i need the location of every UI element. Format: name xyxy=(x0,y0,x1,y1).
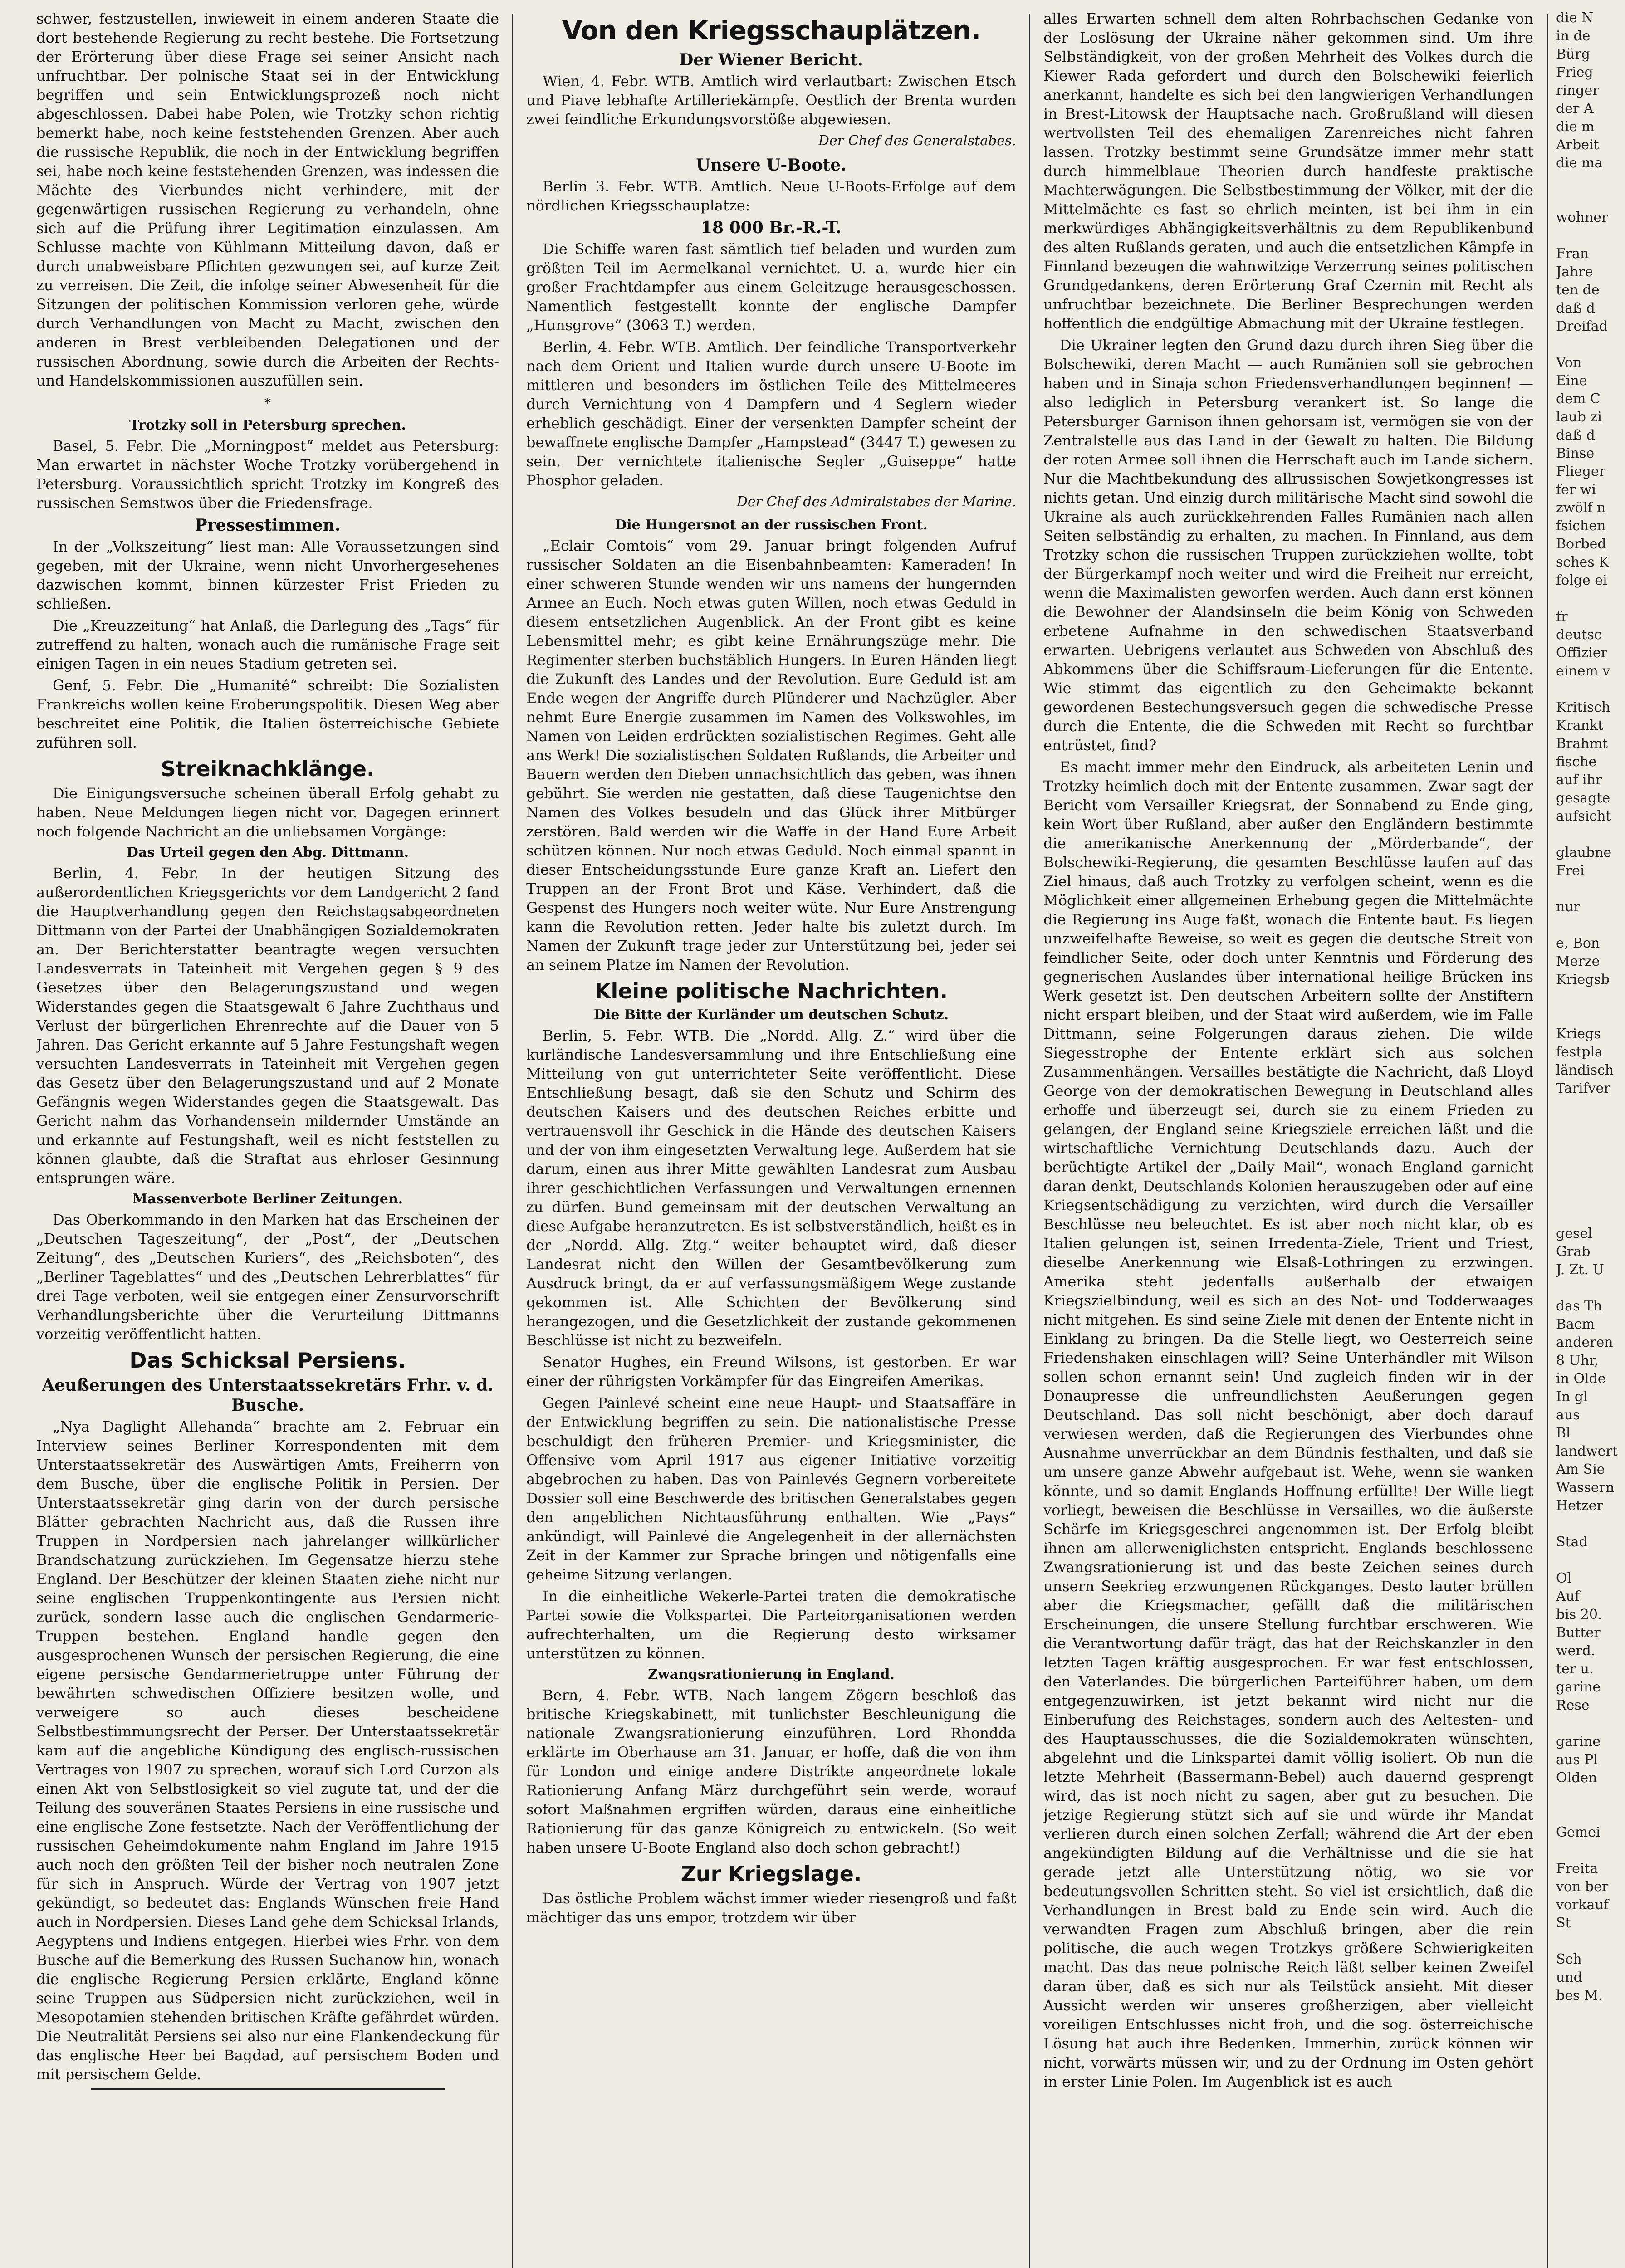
fragment-line xyxy=(1556,1170,1625,1188)
column-2 xyxy=(526,9,1016,2268)
fragment-line xyxy=(1556,227,1625,245)
fragment-line: in Olde xyxy=(1556,1371,1606,1387)
fragment-line: sches K xyxy=(1556,554,1609,570)
fragment-line: Bl xyxy=(1556,1425,1571,1441)
fragment-line: Kriegsb xyxy=(1556,972,1610,987)
fragment-line xyxy=(1556,191,1625,209)
fragment-line: Sch xyxy=(1556,1951,1582,1967)
fragment-line: anderen xyxy=(1556,1334,1613,1350)
fragment-line: Bürg xyxy=(1556,46,1590,62)
fragment-line: Dreifad xyxy=(1556,318,1608,334)
headline-streiknachklaenge: Streiknachklänge. xyxy=(161,757,375,781)
fragment-line: daß d xyxy=(1556,427,1595,443)
fragment-line: folge ei xyxy=(1556,572,1607,588)
fragment-line: Tarifver xyxy=(1556,1080,1610,1096)
fragment-line: aus xyxy=(1556,1407,1580,1423)
fragment-line: gesel xyxy=(1556,1226,1592,1242)
paragraph-presse-1: In der „Volkszeitung“ liest man: Alle Voraussetzungen sind gegeben, mit der Ukraine, wenn nicht Unvorhergesehenes dazwischen kommt, binnen kürzester Frist Frieden zu schließen. xyxy=(36,538,499,612)
paragraph-streik: Die Einigungsversuche scheinen überall Erfolg gehabt zu haben. Neue Meldungen liegen nicht vor. Dagegen erinnert noch folgende Nachricht an die unliebsamen Vorgänge: xyxy=(36,785,499,840)
fragment-line xyxy=(1556,826,1625,844)
headline-urteil: Das Urteil gegen den Abg. Dittmann. xyxy=(126,845,409,860)
fragment-line: bes M. xyxy=(1556,1988,1603,2004)
fragment-line xyxy=(1556,336,1625,354)
fragment-line xyxy=(1556,1007,1625,1025)
fragment-line: einem v xyxy=(1556,663,1610,679)
headline-kriegslage: Zur Kriegslage. xyxy=(680,1862,862,1886)
fragment-line: Olden xyxy=(1556,1770,1597,1786)
fragment-line: ländisch xyxy=(1556,1062,1614,1078)
fragment-line: Borbed xyxy=(1556,536,1606,552)
fragment-line: Freita xyxy=(1556,1861,1598,1877)
fragment-line: e, Bon xyxy=(1556,935,1600,951)
fragment-line xyxy=(1556,590,1625,608)
fragment-line: Grab xyxy=(1556,1244,1591,1260)
fragment-line: der A xyxy=(1556,101,1594,117)
fragment-line: Gemei xyxy=(1556,1824,1601,1840)
fragment-line: Arbeit xyxy=(1556,137,1599,153)
fragment-line: landwert xyxy=(1556,1443,1618,1459)
fragment-line: garine xyxy=(1556,1679,1601,1695)
fragment-line xyxy=(1556,1805,1625,1823)
column-rule-1 xyxy=(512,14,513,2268)
headline-trotzky: Trotzky soll in Petersburg sprechen. xyxy=(129,417,406,433)
paragraph-uboote-1: Berlin 3. Febr. WTB. Amtlich. Neue U-Boots-Erfolge auf dem nördlichen Kriegsschauplatze: xyxy=(526,178,1016,214)
fragment-line: fsichen xyxy=(1556,518,1606,534)
column-rule-3 xyxy=(1547,14,1548,2268)
fragment-line xyxy=(1556,1098,1625,1116)
fragment-line: St xyxy=(1556,1915,1571,1931)
fragment-line: Frei xyxy=(1556,863,1585,879)
fragment-line: Krankt xyxy=(1556,718,1604,733)
fragment-line: aus Pl xyxy=(1556,1752,1598,1768)
headline-persien: Das Schicksal Persiens. xyxy=(129,1348,406,1373)
fragment-line xyxy=(1556,1787,1625,1805)
headline-hungersnot: Die Hungersnot an der russischen Front. xyxy=(615,517,928,533)
fragment-line: auf ihr xyxy=(1556,772,1602,788)
fragment-line: ten de xyxy=(1556,282,1600,298)
column-rule-2 xyxy=(1029,14,1030,2268)
article-wekerle: In die einheitliche Wekerle-Partei traten die demokratische Partei sowie die Volkspartei. Die Parteiorganisationen werden aufrechterhalten, um die Regierung desto wirksamer unterstützen zu können. xyxy=(526,1588,1016,1662)
fragment-line: vorkauf xyxy=(1556,1897,1609,1913)
end-rule xyxy=(91,2088,445,2090)
fragment-line: Butter xyxy=(1556,1625,1601,1641)
headline-wiener-bericht: Der Wiener Bericht. xyxy=(679,50,863,69)
column-4-fragments xyxy=(1556,9,1625,2268)
article-persien: „Nya Daglight Allehanda“ brachte am 2. Februar ein Interview seines Berliner Korrespondenten mit dem Unterstaatssekretär des Auswärtigen Amts, Freiherrn von dem Busche, über die englische Politik in Persien. Der Unterstaatssekretär ging darin von der durch persische Blätter gebrachten Nachricht aus, daß die Russen ihre Truppen in Nordpersien nach jahrelanger willkürlicher Brandschatzung zurückziehen. Im Gegensatze hierzu stehe England. Der Beschützer der kleinen Staaten ziehe nicht nur seine englischen Truppenkontingente aus Persien nicht zurück, sondern lasse auch die englischen Gendarmerie-Truppen bestehen. England handle gegen den ausgesprochenen Wunsch der persischen Regierung, die eine eigene persische Gendarmerietruppe unter Führung der bewährten schwedischen Offiziere besitzen wolle, und verweigere so auch dieses bescheidene Selbstbestimmungsrecht der Perser. Der Unterstaatssekretär kam auf die angebliche Kündigung des englisch-russischen Vertrages von 1907 zu sprechen, worauf sich Lord Curzon als einen Akt von Selbstlosigkeit so viel zugute tat, und der die Teilung des souveränen Staates Persiens in eine russische und eine englische Zone festsetzte. Nach der Veröffentlichung der russischen Geheimdokumente nahm England im Jahre 1915 auch noch den größten Teil der bisher noch neutralen Zone für sich in Anspruch. Würde der Vertrag von 1907 jetzt gekündigt, so bedeutet das: Englands Wünschen freie Hand auch in Nordpersien. Dieses Land gehe dem Schicksal Irlands, Aegyptens und Indiens entgegen. Hierbei wies Frhr. von dem Busche auf die Bemerkung des Russen Suchanow hin, wonach die englische Regierung Persien erklärte, England könne seine Truppen aus Südpersien nicht zurückziehen, weil in Mesopotamien stehenden britischen Kräfte gefährdet würden. Die Neutralität Persiens sei also nur eine Flankendeckung für das englische Heer bei Bagdad, auf persischem Boden und mit persischem Gelde. xyxy=(36,1418,499,2083)
fragment-line: Stad xyxy=(1556,1534,1588,1550)
paragraph-kriegslage-2: Die Ukrainer legten den Grund dazu durch ihren Sieg über die Bolschewiki, deren Macht — auch Rumänien soll sie gebrochen haben und in Sinaja schon Friedensverhandlungen beginnen! — also lediglich in Petersburg verankert ist. So lange die Petersburger Garnison ihnen gehorsam ist, vermögen sie von der Zentralstelle aus das Land in der Gewalt zu halten. Die Bildung der roten Armee soll ihnen die Herrschaft auch im Lande sichern. Nur die Machtbekundung des allrussischen Sowjetkongresses ist nichts getan. Und einzig durch militärische Macht sind sowohl die Ukraine als auch zurückkehrenden Falles Rumänien nach allen Seiten selbständig zu erhalten, zu machen. In Finnland, aus dem Trotzky schon die russischen Truppen zurückziehen wollte, tobt der Bürgerkampf noch weiter und wird die Freiheit nur erreicht, wenn die Maximalisten geworfen werden. Auch dann erst können die Bewohner der Alandsinseln die beim König von Schweden erbetene Aufnahme in den schwedischen Staatsverband erwarten. Uebrigens verlautet aus Schweden von Abschluß des Abkommens über die Schiffsraum-Lieferungen für die Entente. Wie stimmt das eigentlich zu den Geheimakte bekannt gewordenen Bestechungsversuch gegen die schwedische Presse durch die Entente, die die Schweden mit Recht so furchtbar entrüstet, find? xyxy=(1043,337,1533,754)
fragment-line: daß d xyxy=(1556,300,1595,316)
column-3 xyxy=(1043,9,1533,2268)
fragment-line: werd. xyxy=(1556,1643,1596,1659)
fragment-line: aufsicht xyxy=(1556,808,1611,824)
fragment-line xyxy=(1556,1932,1625,1950)
headline-pressestimmen: Pressestimmen. xyxy=(195,516,341,535)
headline-verbote: Massenverbote Berliner Zeitungen. xyxy=(132,1191,403,1207)
headline-kleine-nachrichten: Kleine politische Nachrichten. xyxy=(594,979,948,1003)
fragment-line: glaubne xyxy=(1556,845,1612,860)
article-urteil: Berlin, 4. Febr. In der heutigen Sitzung des außerordentlichen Kriegsgerichts vor dem Landgericht 2 fand die Hauptverhandlung gegen den Reichstagsabgeordneten Dittmann von der Partei der Unabhängigen Sozialdemokraten an. Der Berichterstatter beantragte wegen versuchten Landesverrats in Tateinheit mit Vergehen gegen § 9 des Gesetzes über den Belagerungszustand und wegen Widerstandes gegen die Staatsgewalt 6 Jahre Zuchthaus und Verlust der bürgerlichen Ehrenrechte auf die Dauer von 5 Jahren. Das Gericht erkannte auf 5 Jahre Festungshaft wegen versuchten Landesverrats in Tateinheit mit Vergehen gegen das Gesetz über den Belagerungszustand und auf 2 Monate Gefängnis wegen Widerstandes gegen die Staatsgewalt. Das Gericht nahm das Vorhandensein mildernder Umstände an und erkannte auf Festungshaft, weil es nicht feststellen zu können glaubte, daß die Straftat aus ehrloser Gesinnung entsprungen wäre. xyxy=(36,865,499,1187)
paragraph-kriegslage-3: Es macht immer mehr den Eindruck, als arbeiteten Lenin und Trotzky heimlich doch mit der Entente zusammen. Zwar sagt der Bericht vom Versailler Kriegsrat, der Sonnabend zu Ende ging, kein Wort über Rußland, aber außer den Engländern bestimmte die amerikanische Anerkennung der „Mörderbande“, der Bolschewiki-Regierung, die gesamten Beschlüsse laufen auf das Ziel hinaus, daß auch Trotzky zu verfolgen scheint, wenn es die Möglichkeit einer allgemeinen Erhebung gegen die Mittelmächte die Regierung ins Auge faßt, wonach die Entente baut. Es liegen unzweifelhafte Beweise, so weit es gegen die deutsche Streit von feindlicher Seite, oder doch unter Kenntnis und Förderung des gegnerischen Auslandes über international heilige Brücken ins Werk gesetzt ist. Den deutschen Arbeitern sollte der Anstiftern nicht erspart bleiben, und der Staat wird außerdem, wie im Falle Dittmann, seine Folgerungen daraus ziehen. Die wilde Siegesstrophe der Entente erklärt sich aus solchen Zusammenhängen. Versailles bestätigte die Nachricht, daß Lloyd George von der demokratischen Bewegung in Deutschland alles erhoffe und überzeugt sei, durch sie zu einem Frieden zu gelangen, der England seine Kriegsziele erreichen läßt und die wirtschaftliche Vernichtung Deutschlands dazu. Auch der berüchtigte Artikel der „Daily Mail“, wonach England garnicht daran denkt, Deutschlands Kolonien herauszugeben oder auf eine Kriegsentschädigung zu verzichten, wird durch die Versailler Beschlüsse neu beleuchtet. Es ist aber noch nicht klar, ob es Italien gelungen ist, seinen Irredenta-Ziele, Trient und Triest, dieselbe Anerkennung wie Elsaß-Lothringen zu erzwingen. Amerika steht jedenfalls außerhalb der etwaigen Kriegszielbindung, weil es sich an des Not- und Todderwaages nicht mitgehen. Es sind seine Ziele mit denen der Entente nicht in Einklang zu bringen. Da die Stelle liegt, wo Oesterreich seine Friedenshaken einschlagen will? Seine Unterhändler mit Wilson sollen schon ernannt sein! Und zugleich finden wir in der Donaupresse die unfreundlichsten Aeußerungen gegen Deutschland. Das soll nicht beschönigt, aber doch darauf verwiesen werden, daß die Regierungen des Vierbundes ohne Ausnahme unverrückbar an dem Bündnis festhalten, und daß sie um unsere ganze Abwehr aufgebaut ist. Wehe, wenn sie wanken könnte, und so damit Englands Hoffnung erfüllte! Der Wille liegt vorliegt, beweisen die Beschlüsse in Versailles, wo die äußerste Schärfe im Kriegsgeschrei angenommen ist. Der Erfolg bleibt ihnen am allerweniglichsten entspricht. Englands beschlossene Zwangsrationierung ist und das beste Zeichen seines durch unsern Seekrieg erzwungenen Rückganges. Desto lauter brüllen aber die Kriegsmacher, gefällt daß die militärischen Erscheinungen, die unsere Stellung furchtbar erschweren. Wie die Verantwortung dafür trägt, das hat der Reichskanzler in den letzten Tagen kräftig ausgesprochen. Er war fest entschlossen, den Vaterlandes. Die bürgerlichen Parteiführer haben, um dem entgegenzuwirken, ist jetzt bekannt wird nicht nur die Einberufung des Reichstages, sondern auch des Aeltesten- und des Hauptausschusses, die die Sozialdemokraten wünschten, abgelehnt und die Linkspartei damit völlig isoliert. Ob nun die letzte Mehrheit (Bassermann-Bebel) auch dauernd gesprengt wird, das ist noch nicht zu sagen, aber gut zu besuchen. Die jetzige Regierung stützt sich auf sie und würde ihr Mandat verlieren durch einen solchen Zerfall; während die Art der eben angekündigten Bildung auf die Verhältnisse und die sie hat gerade jetzt alle Unterstützung nötig, wo sie vor bedeutungsvollen Schritten steht. So viel ist ersichtlich, daß die Verhandlungen in Brest bald zu Ende sein wird. Auch die verwandten Fragen zum Abschluß bringen, aber die rein politische, die auch wegen Trotzkys größere Schwierigkeiten macht. Das das neue polnische Reich läßt selber keinen Zweifel daran über, daß es sich nur als Teilstück ansieht. Mit dieser Aussicht werden wir unseres großherzigen, aber vielleicht voreiligen Entschlusses nicht froh, und die sog. österreichische Lösung hat auch ihre Bedenken. Immerhin, zurück können wir nicht, vorwärts müssen wir, und zu der Ordnung im Osten gehört in erster Linie Polen. Im Augenblick ist es auch xyxy=(1043,758,1533,2090)
paragraph-presse-3: Genf, 5. Febr. Die „Humanité“ schreibt: Die Sozialisten Frankreichs wollen keine Eroberungspolitik. Diesen Weg aber beschreitet eine Politik, die Italien österreichische Gebiete zuführen soll. xyxy=(36,677,499,751)
fragment-line xyxy=(1556,1279,1625,1297)
headline-kurlaender: Die Bitte der Kurländer um deutschen Schutz. xyxy=(593,1007,949,1023)
fragment-line: Brahmt xyxy=(1556,736,1608,752)
article-painleve: Gegen Painlevé scheint eine neue Haupt- und Staatsaffäre in der Entwicklung begriffen zu sein. Die nationalistische Presse beschuldigt den früheren Premier- und Kriegsminister, die Offensive vom April 1917 aus eigener Initiative vorzeitig abgebrochen zu haben. Das von Painlevés Gegnern vorbereitete Dossier soll eine Beschwerde des britischen Generalstabes gegen den angeblichen Nichtausführung enthalten. Wie „Pays“ ankündigt, will Painlevé die Angelegenheit in der allernächsten Zeit in der Kammer zur Sprache bringen und nötigenfalls eine geheime Sitzung verlangen. xyxy=(526,1394,1016,1583)
fragment-line: Flieger xyxy=(1556,464,1606,479)
fragment-line: Kriegs xyxy=(1556,1026,1601,1042)
fragment-line xyxy=(1556,1842,1625,1860)
article-verbote: Das Oberkommando in den Marken hat das Erscheinen der „Deutschen Tageszeitung“, der „Post“, der „Deutschen Zeitung“, des „Deutschen Kuriers“, des „Reichsboten“, des „Berliner Tageblattes“ und des „Deutschen Lehrerblattes“ für drei Tage verboten, weil sie entgegen einer Zensurvorschrift Verhandlungsberichte über die Verurteilung Dittmanns vorzeitig veröffentlicht hatten. xyxy=(36,1211,499,1343)
fragment-line: festpla xyxy=(1556,1044,1603,1060)
fragment-line: fr xyxy=(1556,609,1568,625)
subheadline-persien: Aeußerungen des Unterstaatssekretärs Frhr. v. d. Busche. xyxy=(42,1376,494,1415)
fragment-line: ter u. xyxy=(1556,1661,1594,1677)
fragment-line: die N xyxy=(1556,10,1594,26)
fragment-line xyxy=(1556,1715,1625,1733)
fragment-line: Offizier xyxy=(1556,645,1607,661)
fragment-line: die ma xyxy=(1556,155,1603,171)
headline-kriegsschauplaetze: Von den Kriegsschauplätzen. xyxy=(562,15,981,46)
fragment-line xyxy=(1556,172,1625,191)
fragment-line: Hetzer xyxy=(1556,1498,1603,1514)
fragment-line: die m xyxy=(1556,119,1595,135)
fragment-line: ringer xyxy=(1556,83,1599,98)
paragraph-uboote-3: Berlin, 4. Febr. WTB. Amtlich. Der feindliche Transportverkehr nach dem Orient und Italien wurde durch unsere U-Boote im mittleren und besonders im östlichen Teile des Mittelmeeres durch Vernichtung von 4 Dampfern und 4 Seglern wieder erheblich geschädigt. Einer der versenkten Dampfer scheint der bewaffnete englische Dampfer „Hampstead“ (3447 T.) gewesen zu sein. Der vernichtete italienische Segler „Guiseppe“ hatte Phosphor geladen. xyxy=(526,338,1016,489)
article-trotzky: Basel, 5. Febr. Die „Morningpost“ meldet aus Petersburg: Man erwartet in nächster Woche Trotzky vorübergehend in Petersburg. Voraussichtlich spricht Trotzky im Kongreß des russischen Semstwos über die Friedensfrage. xyxy=(36,437,499,512)
fragment-line: Am Sie xyxy=(1556,1461,1605,1477)
fragment-line: Kritisch xyxy=(1556,699,1610,715)
fragment-line: Fran xyxy=(1556,246,1589,262)
fragment-line: In gl xyxy=(1556,1389,1588,1405)
fragment-line: von ber xyxy=(1556,1879,1609,1895)
fragment-line: nur xyxy=(1556,899,1580,915)
fragment-line: Auf xyxy=(1556,1589,1580,1604)
fragment-line xyxy=(1556,680,1625,699)
fragment-line xyxy=(1556,916,1625,934)
fragment-line: laub zi xyxy=(1556,409,1602,425)
fragment-line xyxy=(1556,989,1625,1007)
fragment-line: gesagte xyxy=(1556,790,1610,806)
fragment-line: 8 Uhr, xyxy=(1556,1353,1599,1369)
fragment-line: Jahre xyxy=(1556,264,1593,280)
fragment-line: Merze xyxy=(1556,953,1600,969)
article-intro: schwer, festzustellen, inwieweit in einem anderen Staate die dort bestehende Regierung zu recht bestehe. Die Fortsetzung der Erörterung über diese Frage sei seiner Ansicht nach unfruchtbar. Der polnische Staat sei in der Entwicklung begriffen und sein Entwicklungsprozeß noch nicht abgeschlossen. Dabei habe Polen, wie Trotzky schon richtig bemerkt habe, noch keine feststehenden Grenzen. Aber auch die russische Republik, die noch in der Entwicklung begriffen sei, habe noch keine feststehenden Grenzen, was indessen die Mächte des Vierbundes nicht verhindere, mit der gegenwärtigen russischen Regierung zu verhandeln, ohne sich auf die Prüfung ihrer Legitimation einzulassen. Am Schlusse machte von Kühlmann Mitteilung davon, daß er durch unabweisbare Pflichten gezwungen sei, auf kurze Zeit zu verreisen. Die Zeit, die infolge seiner Abwesenheit für die Sitzungen der politischen Kommission verloren gehe, würde durch Verhandlungen von Macht zu Macht, zwischen den anderen in Brest verbleibenden Delegationen und der russischen Abordnung, sowie durch die Arbeiten der Rechts- und Handelskommissionen auszufüllen sein. xyxy=(36,10,499,389)
fragment-line xyxy=(1556,1551,1625,1569)
tonnage-figure: 18 000 Br.-R.-T. xyxy=(701,218,842,237)
paragraph-presse-2: Die „Kreuzzeitung“ hat Anlaß, die Darlegung des „Tags“ für zutreffend zu halten, wonach auch die rumänische Frage seit einigen Tagen in ein neues Stadium getreten sei. xyxy=(36,617,499,672)
fragment-line: und xyxy=(1556,1970,1582,1985)
fragment-line xyxy=(1556,1188,1625,1207)
fragment-line xyxy=(1556,1116,1625,1134)
paragraph-uboote-2: Die Schiffe waren fast sämtlich tief beladen und wurden zum größten Teil im Aermelkanal vernichtet. U. a. wurde hier ein großer Frachtdampfer aus einem Geleitzuge herausgeschossen. Namentlich festgestellt konnte der englische Dampfer „Hunsgrove“ (3063 T.) werden. xyxy=(526,240,1016,334)
column-1 xyxy=(36,9,499,2268)
fragment-line: dem C xyxy=(1556,391,1601,407)
fragment-line: wohner xyxy=(1556,210,1608,225)
fragment-line: Eine xyxy=(1556,373,1587,389)
fragment-line xyxy=(1556,880,1625,898)
fragment-line: Rese xyxy=(1556,1697,1590,1713)
headline-zwangsrationierung: Zwangsrationierung in England. xyxy=(648,1667,895,1682)
fragment-line xyxy=(1556,1134,1625,1152)
separator-star: * xyxy=(264,396,271,411)
fragment-line: das Th xyxy=(1556,1298,1602,1314)
article-hungersnot: „Eclair Comtois“ vom 29. Januar bringt folgenden Aufruf russischer Soldaten an die Eisenbahnbeamten: Kameraden! In einer schweren Stunde wenden wir uns namens der hungernden Armee an Euch. Noch etwas guten Willen, noch etwas Geduld in diesem entsetzlichen Augenblick. An der Front gibt es keine Lebensmittel mehr; es gibt keine Ernährungszüge mehr. Die Regimenter sterben buchstäblich Hungers. In Euren Händen liegt die Zukunft des Landes und der Revolution. Eure Geduld ist am Ende wegen der Angriffe durch Plünderer und Nachzügler. Aber nehmt Eure Energie zusammen im Namen des Volkswohles, im Namen von Leiden erdrückten sozialistischen Regimes. Geht alle ans Werk! Die sozialistischen Soldaten Rußlands, die Arbeiter und Bauern werden den Dieben unnachsichtlich das geben, was ihnen gebührt. Sie werden nie gestatten, daß diese Taugenichtse den Namen des Volkes besudeln und das Glück ihrer Mitbürger zerstören. Bald werden wir die Waffe in der Hand Eure Arbeit schützen können. Nur noch etwas Geduld. Noch einmal spannt in dieser Entscheidungsstunde Eure ganze Kraft an. Liefert den Truppen an der Front Brot und Käse. Verhindert, daß die Gespenst des Hungers noch weiter wüte. Nur Eure Anstrengung kann die Revolution retten. Jeder halte bis zuletzt durch. Im Namen der Zukunft trage jeder zur Unterstützung bei, jeder sei an seinem Platze im Namen der Revolution. xyxy=(526,537,1016,973)
fragment-line: Wassern xyxy=(1556,1480,1615,1496)
fragment-line xyxy=(1556,1207,1625,1225)
fragment-line: Bacm xyxy=(1556,1316,1595,1332)
paragraph-kriegslage-1: alles Erwarten schnell dem alten Rohrbachschen Gedanke von der Loslösung der Ukraine näher gekommen sind. Um ihre Selbständigkeit, von der großen Mehrheit des Volkes durch die Kiewer Rada gefordert und durch den Bolschewiki feierlich anerkannt, handelte es sich bei den langwierigen Verhandlungen in Brest-Litowsk der Hauptsache nach. Großrußland will diesen wertvollsten Teil des ehemaligen Zarenreiches nicht fahren lassen. Trotzky bestimmt seine Grundsätze immer mehr statt durch himmelblaue Theorien durch handfeste praktische Machterwägungen. Die Selbstbestimmung der Völker, mit der die Mittelmächte es fast so ehrlich meinten, ist bei ihm in ein merkwürdiges Abhängigkeitsverhältnis zu dem Republikenbund des alten Rußlands geraten, und auch die entsetzlichen Kämpfe in Finnland bezeugen die wahnwitzige Verzerrung seines politischen Grundgedankens, deren Erörterung Graf Czernin mit Recht als unfruchtbar bezeichnete. Die Berliner Besprechungen werden hoffentlich die endgültige Abmachung mit der Ukraine festlegen. xyxy=(1043,10,1533,332)
fragment-line: fische xyxy=(1556,754,1597,770)
fragment-line xyxy=(1556,1515,1625,1533)
signature-generalstab: Der Chef des Generalstabes. xyxy=(818,133,1016,149)
fragment-line: deutsc xyxy=(1556,627,1602,643)
fragment-line: Ol xyxy=(1556,1570,1572,1586)
fragment-line: bis 20. xyxy=(1556,1607,1602,1623)
fragment-line: Frieg xyxy=(1556,64,1593,80)
fragment-line: Von xyxy=(1556,355,1582,371)
fragment-line: in de xyxy=(1556,28,1591,44)
article-zwangsrationierung: Bern, 4. Febr. WTB. Nach langem Zögern beschloß das britische Kriegskabinett, mit tunlichster Beschleunigung die nationale Zwangsrationierung einzuführen. Lord Rhondda erklärte im Oberhause am 31. Januar, er hoffe, daß die von ihm für London und einige andere Distrikte angeordnete lokale Rationierung Anfang März durchgeführt sein werde, worauf sofort Maßnahmen ergriffen würden, daraus eine einheitliche Rationierung für das ganze Königreich zu entwickeln. (So weit haben unsere U-Boote England also doch schon gebracht!) xyxy=(526,1686,1016,1856)
article-kurlaender: Berlin, 5. Febr. WTB. Die „Nordd. Allg. Z.“ wird über die kurländische Landesversammlung und ihre Entschließung eine Mitteilung von gut unterrichteter Seite veröffentlicht. Diese Entschließung besagt, daß sie den Schutz und Schirm des deutschen Kaisers und des deutschen Reiches erbitte und vertrauensvoll ihr Geschick in die Hände des deutschen Kaisers und der von ihm eingesetzten Verwaltung lege. Außerdem hat sie darum, einen aus ihrer Mitte gewählten Landesrat zum Ausbau ihrer geschichtlichen Verfassungen und Verwaltungen ernennen zu dürfen. Bund gemeinsam mit der deutschen Verwaltung an diese Aufgabe heranzutreten. Es ist selbstverständlich, heißt es in der „Nordd. Allg. Ztg.“ weiter behauptet wird, daß dieser Landesrat nicht den Willen der Gesamtbevölkerung zum Ausdruck bringt, da er auf verfassungsmäßigem Wege zustande gekommen ist. Alle Schichten der Bevölkerung sind herangezogen, und die Gesetzlichkeit der zustande gekommenen Beschlüsse ist nicht zu bezweifeln. xyxy=(526,1027,1016,1349)
fragment-line xyxy=(1556,1152,1625,1170)
fragment-line: Binse xyxy=(1556,445,1595,461)
fragment-line: fer wi xyxy=(1556,482,1596,498)
article-wien: Wien, 4. Febr. WTB. Amtlich wird verlautbart: Zwischen Etsch und Piave lebhafte Artilleriekämpfe. Oestlich der Brenta wurden zwei feindliche Erkundungsvorstöße abgewiesen. xyxy=(526,73,1016,128)
fragment-line: zwölf n xyxy=(1556,500,1606,516)
signature-admiralstab: Der Chef des Admiralstabes der Marine. xyxy=(736,494,1016,510)
article-kriegslage: Das östliche Problem wächst immer wieder riesengroß und faßt mächtiger das uns empor, trotzdem wir über xyxy=(526,1890,1016,1926)
article-hughes: Senator Hughes, ein Freund Wilsons, ist gestorben. Er war einer der rührigsten Vorkämpfer für das Eingreifen Amerikas. xyxy=(526,1354,1016,1390)
fragment-line: J. Zt. U xyxy=(1556,1262,1605,1278)
headline-uboote: Unsere U-Boote. xyxy=(696,156,847,175)
fragment-line: garine xyxy=(1556,1734,1601,1750)
